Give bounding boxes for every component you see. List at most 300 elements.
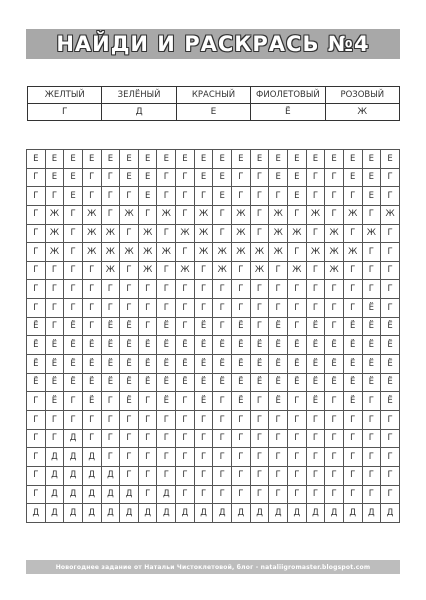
grid-cell[interactable]: Г [213, 317, 232, 336]
grid-cell[interactable]: Г [306, 410, 325, 429]
grid-cell[interactable]: Ё [157, 355, 176, 374]
grid-cell[interactable]: Ё [381, 355, 400, 374]
grid-cell[interactable]: Г [64, 280, 83, 299]
grid-cell[interactable]: Г [269, 280, 288, 299]
grid-cell[interactable]: Г [176, 392, 195, 411]
grid-cell[interactable]: Г [157, 224, 176, 243]
grid-cell[interactable]: Г [381, 299, 400, 318]
grid-cell[interactable]: Д [82, 504, 101, 523]
grid-cell[interactable]: Г [381, 485, 400, 504]
grid-cell[interactable]: Г [306, 429, 325, 448]
grid-cell[interactable]: Г [120, 187, 139, 206]
grid-cell[interactable]: Ё [176, 373, 195, 392]
grid-cell[interactable]: Г [194, 410, 213, 429]
grid-cell[interactable]: Е [343, 150, 362, 169]
grid-cell[interactable]: Г [138, 299, 157, 318]
grid-cell[interactable]: Г [82, 280, 101, 299]
grid-cell[interactable]: Г [381, 261, 400, 280]
grid-cell[interactable]: Г [250, 205, 269, 224]
grid-cell[interactable]: Г [101, 205, 120, 224]
grid-cell[interactable]: Г [194, 280, 213, 299]
grid-cell[interactable]: Ж [381, 205, 400, 224]
grid-cell[interactable]: Ё [120, 317, 139, 336]
grid-cell[interactable]: Ж [120, 205, 139, 224]
grid-cell[interactable]: Ё [45, 392, 64, 411]
grid-cell[interactable]: Г [157, 261, 176, 280]
grid-cell[interactable]: Г [250, 392, 269, 411]
grid-cell[interactable]: Ё [232, 317, 251, 336]
grid-cell[interactable]: Г [194, 448, 213, 467]
grid-cell[interactable]: Ё [381, 373, 400, 392]
grid-cell[interactable]: Д [64, 485, 83, 504]
grid-cell[interactable]: Ж [138, 243, 157, 262]
grid-cell[interactable]: Ж [157, 243, 176, 262]
grid-cell[interactable]: Ж [232, 243, 251, 262]
grid-cell[interactable]: Г [120, 280, 139, 299]
grid-cell[interactable]: Г [213, 224, 232, 243]
grid-cell[interactable]: Ё [343, 392, 362, 411]
grid-cell[interactable]: Ё [157, 317, 176, 336]
grid-cell[interactable]: Г [27, 299, 46, 318]
grid-cell[interactable]: Г [362, 243, 381, 262]
grid-cell[interactable]: Ё [27, 355, 46, 374]
grid-cell[interactable]: Г [213, 205, 232, 224]
grid-cell[interactable]: Е [120, 150, 139, 169]
grid-cell[interactable]: Г [306, 299, 325, 318]
grid-cell[interactable]: Г [45, 317, 64, 336]
grid-cell[interactable]: Г [343, 485, 362, 504]
grid-cell[interactable]: Г [176, 485, 195, 504]
grid-cell[interactable]: Г [287, 429, 306, 448]
grid-cell[interactable]: Г [27, 448, 46, 467]
grid-cell[interactable]: Г [362, 392, 381, 411]
grid-cell[interactable]: Ё [82, 392, 101, 411]
grid-cell[interactable]: Е [45, 150, 64, 169]
grid-cell[interactable]: Ж [269, 224, 288, 243]
grid-cell[interactable]: Е [138, 168, 157, 187]
grid-cell[interactable]: Ё [287, 373, 306, 392]
grid-cell[interactable]: Е [194, 168, 213, 187]
grid-cell[interactable]: Ё [194, 392, 213, 411]
grid-cell[interactable]: Ё [325, 336, 344, 355]
grid-cell[interactable]: Ё [45, 355, 64, 374]
grid-cell[interactable]: Г [325, 485, 344, 504]
grid-cell[interactable]: Ж [232, 224, 251, 243]
grid-cell[interactable]: Г [287, 410, 306, 429]
grid-cell[interactable]: Г [157, 448, 176, 467]
grid-cell[interactable]: Г [176, 466, 195, 485]
grid-cell[interactable]: Ё [27, 373, 46, 392]
grid-cell[interactable]: Ё [176, 336, 195, 355]
grid-cell[interactable]: Г [325, 317, 344, 336]
grid-cell[interactable]: Г [82, 317, 101, 336]
grid-cell[interactable]: Г [325, 392, 344, 411]
grid-cell[interactable]: Е [45, 168, 64, 187]
grid-cell[interactable]: Г [362, 410, 381, 429]
grid-cell[interactable]: Г [157, 429, 176, 448]
grid-cell[interactable]: Г [82, 299, 101, 318]
grid-cell[interactable]: Г [232, 429, 251, 448]
grid-cell[interactable]: Г [250, 187, 269, 206]
grid-cell[interactable]: Ж [194, 205, 213, 224]
grid-cell[interactable]: Г [362, 261, 381, 280]
grid-cell[interactable]: Д [194, 504, 213, 523]
grid-cell[interactable]: Г [213, 299, 232, 318]
grid-cell[interactable]: Д [157, 504, 176, 523]
grid-cell[interactable]: Д [120, 485, 139, 504]
grid-cell[interactable]: Г [325, 410, 344, 429]
grid-cell[interactable]: Г [306, 187, 325, 206]
grid-cell[interactable]: Г [287, 280, 306, 299]
grid-cell[interactable]: Ё [213, 355, 232, 374]
grid-cell[interactable]: Д [232, 504, 251, 523]
grid-cell[interactable]: Г [381, 466, 400, 485]
grid-cell[interactable]: Ж [101, 224, 120, 243]
grid-cell[interactable]: Ё [250, 373, 269, 392]
grid-cell[interactable]: Д [82, 485, 101, 504]
grid-cell[interactable]: Г [194, 261, 213, 280]
grid-cell[interactable]: Г [232, 280, 251, 299]
grid-cell[interactable]: Ё [250, 336, 269, 355]
grid-cell[interactable]: Ё [287, 336, 306, 355]
grid-cell[interactable]: Ё [101, 355, 120, 374]
grid-cell[interactable]: Г [381, 187, 400, 206]
grid-cell[interactable]: Ё [27, 317, 46, 336]
grid-cell[interactable]: Г [45, 410, 64, 429]
grid-cell[interactable]: Ё [157, 373, 176, 392]
grid-cell[interactable]: Г [176, 299, 195, 318]
grid-cell[interactable]: Ж [325, 261, 344, 280]
grid-cell[interactable]: Г [250, 466, 269, 485]
grid-cell[interactable]: Г [27, 485, 46, 504]
grid-cell[interactable]: Ё [232, 355, 251, 374]
grid-cell[interactable]: Г [381, 280, 400, 299]
grid-cell[interactable]: Г [250, 280, 269, 299]
grid-cell[interactable]: Г [306, 485, 325, 504]
grid-cell[interactable]: Ё [362, 299, 381, 318]
grid-cell[interactable]: Д [45, 466, 64, 485]
grid-cell[interactable]: Г [27, 466, 46, 485]
grid-cell[interactable]: Г [101, 168, 120, 187]
grid-cell[interactable]: Д [120, 504, 139, 523]
grid-cell[interactable]: Г [343, 466, 362, 485]
grid-cell[interactable]: Е [138, 150, 157, 169]
grid-cell[interactable]: Г [138, 392, 157, 411]
grid-cell[interactable]: Г [306, 280, 325, 299]
grid-cell[interactable]: Д [213, 504, 232, 523]
grid-cell[interactable]: Ж [45, 224, 64, 243]
grid-cell[interactable]: Е [64, 168, 83, 187]
grid-cell[interactable]: Г [138, 205, 157, 224]
grid-cell[interactable]: Е [306, 150, 325, 169]
grid-cell[interactable]: Г [381, 243, 400, 262]
grid-cell[interactable]: Ж [194, 224, 213, 243]
grid-cell[interactable]: Г [213, 485, 232, 504]
grid-cell[interactable]: Е [120, 168, 139, 187]
grid-cell[interactable]: Ё [362, 373, 381, 392]
grid-cell[interactable]: Ё [381, 392, 400, 411]
grid-cell[interactable]: Е [325, 150, 344, 169]
grid-cell[interactable]: Г [343, 410, 362, 429]
grid-cell[interactable]: Д [269, 504, 288, 523]
grid-cell[interactable]: Д [101, 485, 120, 504]
grid-cell[interactable]: Ё [120, 373, 139, 392]
grid-cell[interactable]: Д [325, 504, 344, 523]
grid-cell[interactable]: Е [250, 150, 269, 169]
grid-cell[interactable]: Ж [194, 243, 213, 262]
grid-cell[interactable]: Е [362, 187, 381, 206]
grid-cell[interactable]: Д [101, 466, 120, 485]
grid-cell[interactable]: Г [325, 448, 344, 467]
grid-cell[interactable]: Г [176, 280, 195, 299]
grid-cell[interactable]: Г [64, 299, 83, 318]
grid-cell[interactable]: Ё [343, 355, 362, 374]
grid-cell[interactable]: Г [101, 280, 120, 299]
grid-cell[interactable]: Ж [176, 224, 195, 243]
grid-cell[interactable]: Г [306, 466, 325, 485]
grid-cell[interactable]: Д [45, 485, 64, 504]
grid-cell[interactable]: Г [287, 485, 306, 504]
grid-cell[interactable]: Г [64, 205, 83, 224]
grid-cell[interactable]: Г [157, 187, 176, 206]
grid-cell[interactable]: Ё [82, 355, 101, 374]
grid-cell[interactable]: Ё [306, 336, 325, 355]
grid-cell[interactable]: Г [269, 466, 288, 485]
grid-cell[interactable]: Ж [45, 205, 64, 224]
grid-cell[interactable]: Ж [82, 205, 101, 224]
grid-cell[interactable]: Г [232, 299, 251, 318]
grid-cell[interactable]: Д [82, 448, 101, 467]
grid-cell[interactable]: Г [325, 299, 344, 318]
grid-cell[interactable]: Г [343, 187, 362, 206]
grid-cell[interactable]: Е [381, 150, 400, 169]
grid-cell[interactable]: Ё [325, 373, 344, 392]
grid-cell[interactable]: Г [176, 243, 195, 262]
grid-cell[interactable]: Г [213, 448, 232, 467]
grid-cell[interactable]: Г [194, 187, 213, 206]
grid-cell[interactable]: Г [27, 168, 46, 187]
grid-cell[interactable]: Г [250, 317, 269, 336]
grid-cell[interactable]: Ё [250, 355, 269, 374]
grid-cell[interactable]: Ё [138, 355, 157, 374]
grid-cell[interactable]: Ё [82, 336, 101, 355]
grid-cell[interactable]: Ж [250, 243, 269, 262]
grid-cell[interactable]: Е [27, 150, 46, 169]
grid-cell[interactable]: Г [82, 168, 101, 187]
grid-cell[interactable]: Г [269, 261, 288, 280]
grid-cell[interactable]: Г [176, 187, 195, 206]
grid-cell[interactable]: Г [325, 280, 344, 299]
grid-cell[interactable]: Г [176, 168, 195, 187]
grid-cell[interactable]: Д [45, 448, 64, 467]
grid-cell[interactable]: Ё [306, 373, 325, 392]
grid-cell[interactable]: Г [27, 261, 46, 280]
grid-cell[interactable]: Г [101, 410, 120, 429]
grid-cell[interactable]: Ж [213, 243, 232, 262]
grid-cell[interactable]: Ё [64, 373, 83, 392]
grid-cell[interactable]: Ё [287, 355, 306, 374]
grid-cell[interactable]: Ё [64, 317, 83, 336]
grid-cell[interactable]: Г [250, 168, 269, 187]
grid-cell[interactable]: Ё [194, 317, 213, 336]
grid-cell[interactable]: Г [176, 317, 195, 336]
grid-cell[interactable]: Г [362, 429, 381, 448]
grid-cell[interactable]: Г [45, 261, 64, 280]
grid-cell[interactable]: Ё [269, 373, 288, 392]
grid-cell[interactable]: Г [306, 224, 325, 243]
grid-cell[interactable]: Г [362, 448, 381, 467]
grid-cell[interactable]: Е [82, 150, 101, 169]
grid-cell[interactable]: Г [27, 243, 46, 262]
grid-cell[interactable]: Г [306, 261, 325, 280]
grid-cell[interactable]: Г [325, 168, 344, 187]
grid-cell[interactable]: Г [362, 205, 381, 224]
grid-cell[interactable]: Ё [269, 355, 288, 374]
grid-cell[interactable]: Г [194, 466, 213, 485]
grid-cell[interactable]: Ё [362, 355, 381, 374]
grid-cell[interactable]: Д [138, 504, 157, 523]
grid-cell[interactable]: Ё [101, 336, 120, 355]
grid-cell[interactable]: Д [176, 504, 195, 523]
grid-cell[interactable]: Г [101, 299, 120, 318]
grid-cell[interactable]: Д [64, 504, 83, 523]
grid-cell[interactable]: Д [287, 504, 306, 523]
grid-cell[interactable]: Г [138, 485, 157, 504]
grid-cell[interactable]: Г [250, 448, 269, 467]
grid-cell[interactable]: Г [82, 187, 101, 206]
grid-cell[interactable]: Г [343, 280, 362, 299]
grid-cell[interactable]: Г [138, 410, 157, 429]
grid-cell[interactable]: Г [157, 466, 176, 485]
grid-cell[interactable]: Ё [120, 355, 139, 374]
grid-cell[interactable]: Д [362, 504, 381, 523]
grid-cell[interactable]: Е [194, 150, 213, 169]
grid-cell[interactable]: Г [138, 466, 157, 485]
grid-cell[interactable]: Г [343, 224, 362, 243]
grid-cell[interactable]: Е [287, 187, 306, 206]
grid-cell[interactable]: Г [45, 280, 64, 299]
grid-cell[interactable]: Ё [325, 355, 344, 374]
grid-cell[interactable]: Г [120, 224, 139, 243]
grid-cell[interactable]: Г [232, 448, 251, 467]
grid-cell[interactable]: Ё [343, 317, 362, 336]
grid-cell[interactable]: Д [101, 504, 120, 523]
grid-cell[interactable]: Е [213, 150, 232, 169]
grid-cell[interactable]: Ж [287, 224, 306, 243]
grid-cell[interactable]: Ё [82, 373, 101, 392]
grid-cell[interactable]: Г [287, 205, 306, 224]
grid-cell[interactable]: Ж [157, 205, 176, 224]
grid-cell[interactable]: Ж [343, 205, 362, 224]
grid-cell[interactable]: Г [120, 299, 139, 318]
grid-cell[interactable]: Г [381, 448, 400, 467]
grid-cell[interactable]: Ж [269, 205, 288, 224]
grid-cell[interactable]: Г [306, 448, 325, 467]
grid-cell[interactable]: Ё [157, 336, 176, 355]
grid-cell[interactable]: Ё [381, 317, 400, 336]
grid-cell[interactable]: Ё [306, 355, 325, 374]
grid-cell[interactable]: Ё [381, 336, 400, 355]
grid-cell[interactable]: Г [325, 187, 344, 206]
grid-cell[interactable]: Е [287, 168, 306, 187]
grid-cell[interactable]: Ё [232, 392, 251, 411]
grid-cell[interactable]: Д [250, 504, 269, 523]
grid-cell[interactable]: Е [213, 187, 232, 206]
grid-cell[interactable]: Г [250, 299, 269, 318]
grid-cell[interactable]: Г [101, 392, 120, 411]
grid-cell[interactable]: Г [101, 187, 120, 206]
grid-cell[interactable]: Г [27, 187, 46, 206]
grid-cell[interactable]: Е [232, 150, 251, 169]
grid-cell[interactable]: Ж [287, 261, 306, 280]
grid-cell[interactable]: Г [232, 410, 251, 429]
grid-cell[interactable]: Ё [269, 392, 288, 411]
grid-cell[interactable]: Ё [213, 336, 232, 355]
grid-cell[interactable]: Ё [101, 317, 120, 336]
grid-cell[interactable]: Ж [101, 243, 120, 262]
grid-cell[interactable]: Ж [325, 243, 344, 262]
grid-cell[interactable]: Ж [120, 243, 139, 262]
grid-cell[interactable]: Г [120, 466, 139, 485]
grid-cell[interactable]: Г [176, 448, 195, 467]
grid-cell[interactable]: Е [64, 187, 83, 206]
grid-cell[interactable]: Г [138, 448, 157, 467]
grid-cell[interactable]: Г [381, 224, 400, 243]
grid-cell[interactable]: Г [64, 224, 83, 243]
grid-cell[interactable]: Г [138, 429, 157, 448]
grid-cell[interactable]: Е [362, 150, 381, 169]
grid-cell[interactable]: Г [64, 410, 83, 429]
grid-cell[interactable]: Ё [101, 373, 120, 392]
grid-cell[interactable]: Д [343, 504, 362, 523]
grid-cell[interactable]: Г [82, 429, 101, 448]
grid-cell[interactable]: Г [64, 261, 83, 280]
grid-cell[interactable]: Ё [362, 317, 381, 336]
grid-cell[interactable]: Г [232, 466, 251, 485]
grid-cell[interactable]: Г [232, 168, 251, 187]
grid-cell[interactable]: Г [343, 299, 362, 318]
grid-cell[interactable]: Г [269, 448, 288, 467]
grid-cell[interactable]: Ё [232, 336, 251, 355]
grid-cell[interactable]: Ё [138, 336, 157, 355]
grid-cell[interactable]: Ж [306, 205, 325, 224]
grid-cell[interactable]: Ж [82, 224, 101, 243]
grid-cell[interactable]: Г [269, 410, 288, 429]
grid-cell[interactable]: Г [287, 392, 306, 411]
grid-cell[interactable]: Ё [120, 392, 139, 411]
grid-cell[interactable]: Ё [343, 336, 362, 355]
grid-cell[interactable]: Ё [194, 373, 213, 392]
grid-cell[interactable]: Ё [138, 373, 157, 392]
grid-cell[interactable]: Г [101, 429, 120, 448]
grid-cell[interactable]: Г [27, 410, 46, 429]
grid-cell[interactable]: Ж [362, 224, 381, 243]
grid-cell[interactable]: Г [27, 280, 46, 299]
grid-cell[interactable]: Г [157, 299, 176, 318]
grid-cell[interactable]: Е [269, 150, 288, 169]
grid-cell[interactable]: Г [120, 410, 139, 429]
grid-cell[interactable]: Г [82, 261, 101, 280]
grid-cell[interactable]: Г [213, 429, 232, 448]
grid-cell[interactable]: Г [27, 224, 46, 243]
grid-cell[interactable]: Г [176, 205, 195, 224]
grid-cell[interactable]: Г [325, 466, 344, 485]
grid-cell[interactable]: Е [176, 150, 195, 169]
grid-cell[interactable]: Г [120, 429, 139, 448]
grid-cell[interactable]: Г [194, 299, 213, 318]
grid-cell[interactable]: Г [250, 485, 269, 504]
grid-cell[interactable]: Г [269, 187, 288, 206]
